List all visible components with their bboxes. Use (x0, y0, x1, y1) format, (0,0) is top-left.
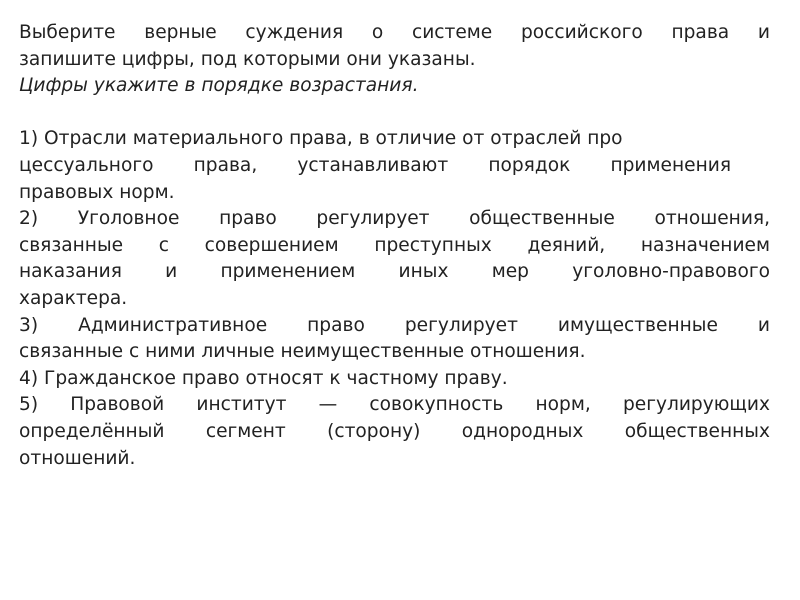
question-text (19, 20, 770, 73)
statement-line: связанные с совершением преступных деяний, назначением (19, 234, 770, 256)
statement-line: 5) Правовой институт — совокупность норм, регулирующих (19, 394, 770, 416)
task-document (19, 20, 770, 472)
statement-line: характера. (19, 287, 128, 309)
instruction-text: Цифры укажите в порядке возрастания. (19, 75, 419, 97)
statement-line: 3) Административное право регулирует имущественные и (19, 314, 770, 336)
statement-line: связанные с ними личные неимущественные отношения. (19, 341, 586, 363)
statement-line: 4) Гражданское право относят к частному праву. (19, 367, 508, 389)
statement-1 (19, 126, 731, 206)
statement-3 (19, 313, 770, 366)
statement-line: цессуального права, устанавливают порядок применения (19, 154, 731, 176)
question-line: Выберите верные суждения о системе российского права и (19, 22, 770, 43)
statement-line: отношений. (19, 447, 136, 469)
statement-5 (19, 392, 770, 472)
statement-line: 1) Отрасли материального права, в отличие от отраслей про (19, 128, 623, 150)
statement-2 (19, 206, 770, 312)
statement-line: правовых норм. (19, 181, 175, 203)
statement-line: наказания и применением иных мер уголовно-правового (19, 261, 770, 283)
statement-line: определённый сегмент (сторону) однородных общественных (19, 420, 770, 442)
spacer (19, 100, 770, 127)
question-line: запишите цифры, под которыми они указаны. (19, 48, 476, 70)
statement-4 (19, 366, 770, 393)
statement-line: 2) Уголовное право регулирует общественные отношения, (19, 208, 770, 230)
